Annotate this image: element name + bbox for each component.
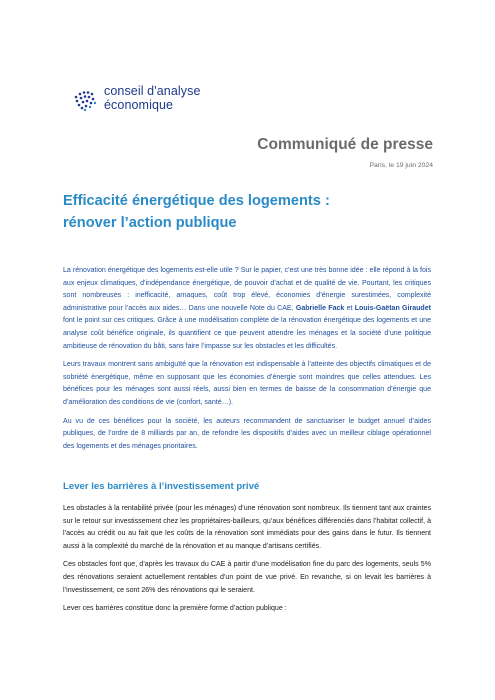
section-paragraph-3: Lever ces barrières constitue donc la première forme d’action publique : [63, 605, 287, 613]
cae-dots-logo-icon [72, 87, 100, 115]
press-release-title: Communiqué de presse [257, 136, 433, 153]
author-name-2: Louis-Gaëtan Giraudet [354, 304, 431, 312]
headline-line2: rénover l’action publique [63, 215, 237, 231]
intro-paragraph-3: Au vu de ces bénéfices pour la société, les auteurs recommandent de sanctuariser le budget annuel d’aides publiques, de l’ordre de 8 milliards par an, de refondre les dispositifs d’aides avec un meilleur ciblage opérationnel des logements et des ménages prioritaires. [63, 417, 431, 450]
logo-line1: conseil d'analyse [104, 84, 201, 98]
press-release-date: Paris, le 19 juin 2024 [369, 162, 433, 169]
section-heading: Lever les barrières à l’investissement privé [63, 481, 260, 492]
cae-logo [72, 84, 252, 118]
section-paragraph-1: Les obstacles à la rentabilité privée (pour les ménages) d’une rénovation sont nombreux. Ils tiennent tant aux craintes sur le retour sur investissement chez les propriétaires-bailleurs, qu’aux bénéfices différenciés dans l’habitat collectif, à l’accès au crédit ou au fait que les coûts de la rénovation sont immédiats pour des gains dans le futur. Ils tiennent aussi à la complexité du marché de la rénovation et au manque d’artisans certifiés. [63, 505, 431, 550]
intro-paragraph-2: Leurs travaux montrent sans ambiguïté que la rénovation est indispensable à l’atteinte des objectifs climatiques et de sobriété énergétique, même en supposant que les économies d’énergie sont moindres que celles attendues. Les bénéfices pour les ménages sont aussi réels, aussi bien en termes de baisse de la consommation d’énergie que d’amélioration des conditions de vie (confort, santé…). [63, 361, 431, 406]
intro-p1-and: et [344, 304, 355, 312]
section-paragraph-2: Ces obstacles font que, d’après les travaux du CAE à partir d’une modélisation fine du parc des logements, seuls 5% des rénovations seraient actuellement rentables d’un point de vue privé. En revanche, si on levait les barrières à l’investissement, ce sont 26% des rénovations qui le seraient. [63, 561, 431, 594]
logo-text [104, 84, 201, 112]
logo-line2: économique [104, 98, 174, 112]
intro-p1-text-b: font le point sur ces critiques. Grâce à une modélisation complète de la rénovation énergétique des logements et une analyse coût bénéfice originale, ils quantifient ce que peuvent attendre les ménages et la société d’une politique ambitieuse de rénovation du bâti, sans faire l’impasse sur les obstacles et les difficultés. [63, 317, 431, 350]
headline [63, 190, 433, 234]
headline-line1: Efficacité énergétique des logements : [63, 193, 330, 209]
author-name-1: Gabrielle Fack [295, 304, 345, 312]
section-body [63, 503, 431, 622]
intro-block [63, 265, 431, 459]
intro-p1-text-a: La rénovation énergétique des logements est-elle utile ? Sur le papier, c’est une très bonne idée : elle répond à la fois aux enjeux climatiques, d’indépendance énergétique, de pouvoir d’achat et de qualité de vie. Pourtant, les critiques sont nombreuses : inefficacité, arnaques, coût trop élevé, économies d’énergie surestimées, complexité administrative pour l’accès aux aides… Dans une nouvelle Note du CAE, [63, 267, 431, 312]
intro-paragraph-1 [63, 265, 431, 353]
